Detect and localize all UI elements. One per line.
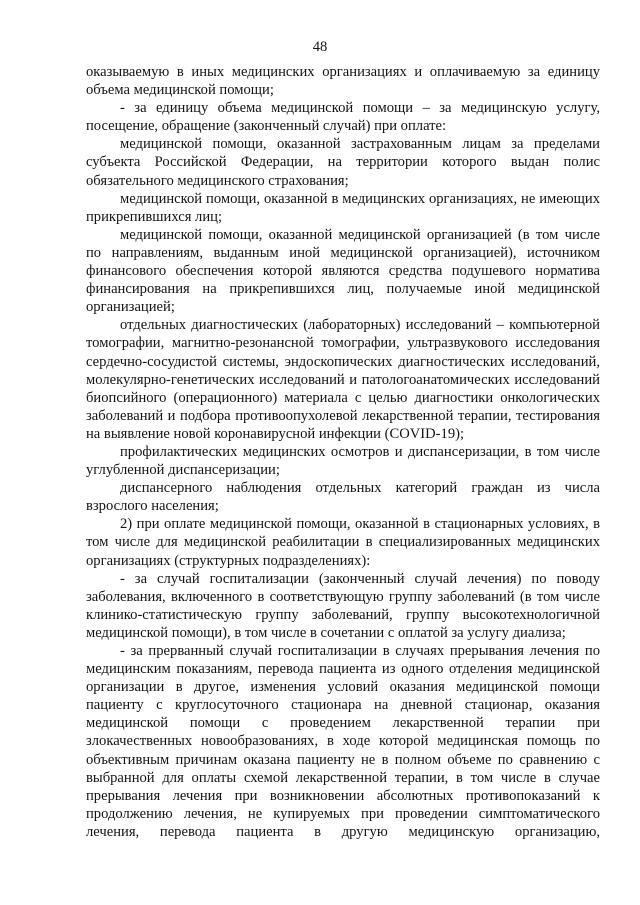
paragraph: - за единицу объема медицинской помощи – за медицинскую услугу, посещение, обращение (законченный случай) при оплате: — [86, 100, 600, 135]
paragraph: оказываемую в иных медицинских организациях и оплачиваемую за единицу объема медицинской помощи; — [86, 64, 600, 99]
paragraph: медицинской помощи, оказанной в медицинских организациях, не имеющих прикрепившихся лиц; — [86, 190, 600, 225]
paragraph: - за случай госпитализации (законченный случай лечения) по поводу заболевания, включенного в соответствующую группу заболеваний (в том числе клинико-статистическую группу заболеваний, группу высокотехнологичной медицинской помощи), в том числе в сочетании с оплатой за услугу диализа; — [86, 570, 600, 641]
page-number: 48 — [312, 39, 328, 55]
paragraph: диспансерного наблюдения отдельных категорий граждан из числа взрослого населения; — [86, 480, 600, 515]
paragraph: медицинской помощи, оказанной застрахованным лицам за пределами субъекта Российской Федерации, на территории которого выдан полис обязательного медицинского страхования; — [86, 136, 600, 189]
paragraph: медицинской помощи, оказанной медицинской организацией (в том числе по направлениям, выданным иной медицинской организацией), источником финансового обеспечения которой являются средства подушевого норматива финансирования на прикрепившихся лиц, получаемые иной медицинской организацией; — [86, 226, 600, 316]
paragraph: 2) при оплате медицинской помощи, оказанной в стационарных условиях, в том числе для медицинской реабилитации в специализированных медицинских организациях (структурных подразделениях): — [86, 516, 600, 569]
paragraph: профилактических медицинских осмотров и диспансеризации, в том числе углубленной диспансеризации; — [86, 443, 600, 479]
paragraph: отдельных диагностических (лабораторных) исследований – компьютерной томографии, магнитно-резонансной томографии, ультразвукового исследования сердечно-сосудистой системы, эндоскопических диагностических исследований, молекулярно-генетических исследований и патологоанатомических исследований биопсийного (операционного) материала с целью диагностики онкологических заболеваний и подбора противоопухолевой лекарственной терапии, тестирования на выявление новой коронавирусной инфекции (COVID-19); — [86, 317, 600, 442]
body-text — [86, 63, 600, 841]
paragraph: - за прерванный случай госпитализации в случаях прерывания лечения по медицинским показаниям, перевода пациента из одного отделения медицинской организации в другое, изменения условий оказания медицинской помощи пациенту с круглосуточного стационара на дневной стационар, оказания медицинской помощи с проведением лекарственной терапии при злокачественных новообразованиях, в ходе которой медицинская помощь по объективным причинам оказана пациенту не в полном объеме по сравнению с выбранной для оплаты схемой лекарственной терапии, в том числе в случае прерывания лечения при возникновении абсолютных противопоказаний к продолжению лечения, не купируемых при проведении симптоматического лечения, перевода пациента в другую медицинскую организацию, — [86, 643, 600, 840]
